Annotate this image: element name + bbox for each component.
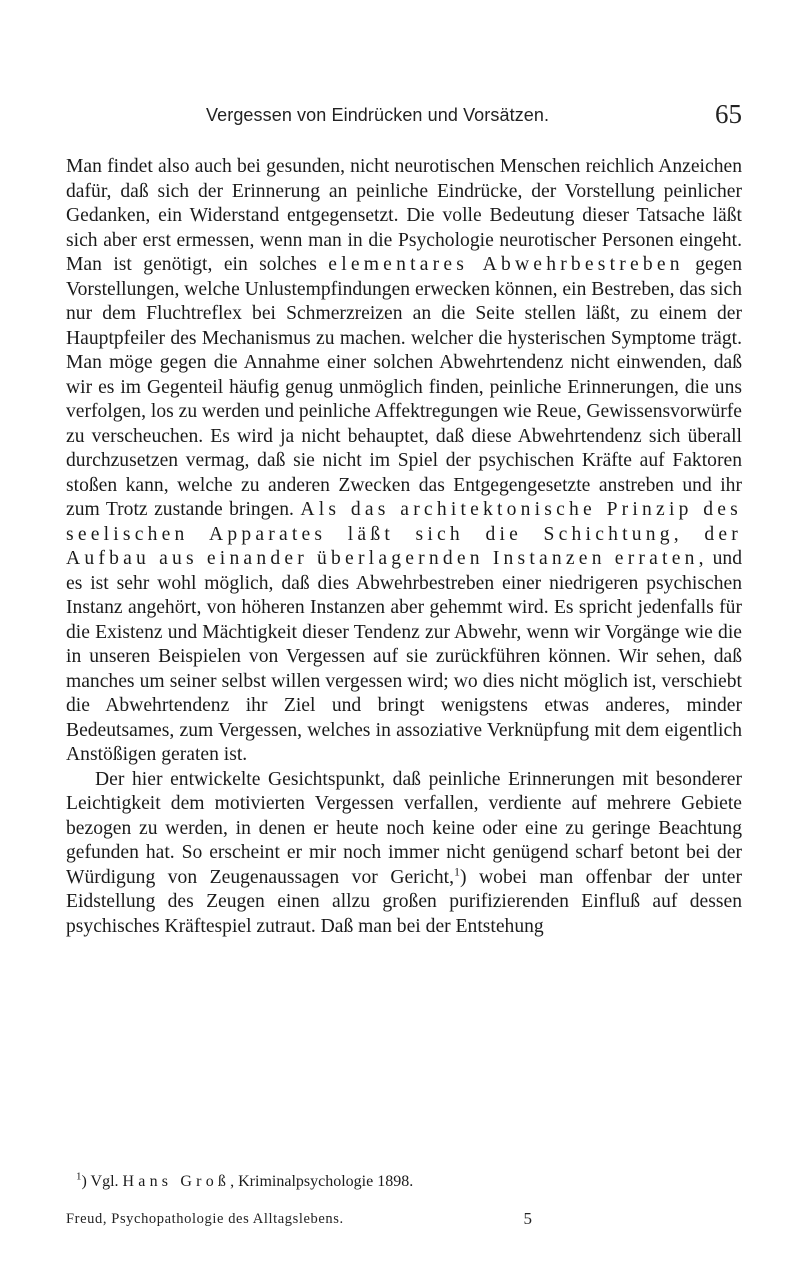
page-header [66, 99, 742, 143]
body-text [66, 155, 742, 939]
paragraph-1-emphasis-b: Als das architektonische Prinzip des seelischen Apparates läßt sich die Schichtung, der Aufbau aus einander überlagernden Instanzen erraten, [66, 499, 742, 569]
footnote-line [66, 1171, 742, 1193]
footnote-marker-paren: ) [81, 1173, 87, 1190]
running-title: Vergessen von Eindrücken und Vorsätzen. [206, 105, 550, 125]
paragraph-2 [66, 768, 742, 940]
footnote-author: Hans Groß [122, 1173, 231, 1190]
page-number: 65 [715, 99, 742, 129]
paragraph-2-text-a: Der hier entwickelte Gesichtspunkt, daß peinliche Erinnerungen mit besonderer Leichtigkeit dem motivierten Vergessen verfallen, verdiente auf mehrere Gebiete bezogen zu werden, in denen er heute noch keine oder eine zu geringe Beachtung gefunden hat. So erscheint er mir noch immer nicht genügend scharf betont bei der Würdigung von Zeugenaussagen vor Gericht, [66, 768, 742, 888]
footnote-marker: 1 [76, 1170, 82, 1183]
paragraph-2-text-b: ) wobei man offenbar der unter Eidstellung des Zeugen einen allzu großen purifizierenden Einfluß auf dessen psychisches Kräftespiel zutraut. Daß man bei der Entstehung [66, 866, 742, 937]
footnote [66, 1171, 742, 1193]
signature-text: Freud, Psychopathologie des Alltagslebens. [66, 1211, 344, 1227]
paragraph-1-emphasis-a: elementares Abwehrbestreben [328, 254, 684, 275]
paragraph-1-text-c: und es ist sehr wohl möglich, daß dies Abwehrbestreben einer niedrigeren psychischen Instanz angehört, von höheren Instanzen aber gehemmt wird. Es spricht jedenfalls für die Existenz und Mächtigkeit dieser Tendenz zur Abwehr, wenn wir Vorgänge wie die in unseren Beispielen von Vergessen auf sie zurückführen können. Wir sehen, daß manches um seiner selbst willen vergessen wird; wo dies nicht möglich ist, verschiebt die Abwehrtendenz ihr Ziel und bringt wenigstens etwas anderes, minder Bedeutsames, zum Vergessen, welches in assoziative Verknüpfung mit dem eigentlich Anstößigen geraten ist. [66, 548, 743, 765]
footnote-reference: 1 [453, 863, 460, 878]
paragraph-1-text-b: gegen Vorstellungen, welche Unlustempfindungen erwecken können, ein Bestreben, das sich nur dem Fluchtreflex bei Schmerzreizen an die Seite stellen läßt, zu einem der Hauptpfeiler des Mechanismus zu machen. welcher die hysterischen Symptome trägt. Man möge gegen die Annahme einer solchen Abwehrtendenz nicht einwenden, daß wir es im Gegenteil häufig genug unmöglich finden, peinliche Erinnerungen, die uns verfolgen, los zu werden und peinliche Affektregungen wie Reue, Gewissensvorwürfe zu verscheuchen. Es wird ja nicht behauptet, daß diese Abwehrtendenz sich überall durchzusetzen vermag, daß sie nicht im Spiel der psychischen Kräfte auf Faktoren stoßen kann, welche zu anderen Zwecken das Entgegengesetzte anstreben und ihr zum Trotz zustande bringen. [66, 254, 743, 520]
paragraph-1 [66, 155, 742, 768]
paragraph-1-text-a: Man findet also auch bei gesunden, nicht neurotischen Menschen reichlich Anzeichen dafür, daß sich der Erinnerung an peinliche Eindrücke, der Vorstellung peinlicher Gedanken, ein Widerstand entgegensetzt. Die volle Bedeutung dieser Tatsache läßt sich aber erst ermessen, wenn man in die Psychologie neurotischer Personen eingeht. Man ist genötigt, ein solches [66, 156, 742, 275]
signature-line [66, 1211, 532, 1228]
signature-number: 5 [523, 1209, 532, 1228]
footnote-prefix: Vgl. [86, 1173, 123, 1190]
footnote-text: , Kriminalpsychologie 1898. [230, 1173, 414, 1190]
